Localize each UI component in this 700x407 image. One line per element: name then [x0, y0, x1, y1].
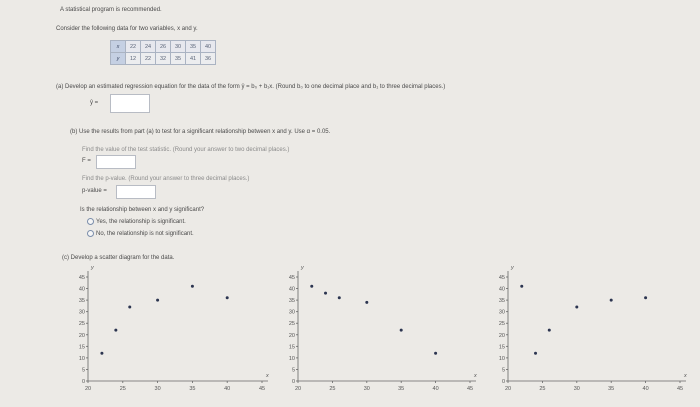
- page-title: A statistical program is recommended.: [60, 7, 162, 13]
- y-cell: 22: [141, 53, 156, 65]
- pvalue-input[interactable]: [116, 185, 156, 199]
- y-tick-label: 0: [501, 379, 505, 385]
- y-tick-label: 20: [498, 332, 505, 339]
- data-point: [156, 299, 159, 302]
- y-tick-label: 10: [288, 355, 295, 362]
- y-tick-label: 15: [288, 344, 295, 351]
- y-axis-label: y: [91, 265, 94, 271]
- intro-text: Consider the following data for two variables, x and y.: [56, 26, 198, 32]
- data-point: [365, 301, 368, 304]
- y-axis-label: y: [301, 265, 304, 271]
- pvalue-label: p-value =: [82, 188, 107, 194]
- radio-yes[interactable]: [87, 218, 94, 225]
- x-tick-label: 45: [258, 386, 266, 392]
- x-tick-label: 25: [329, 386, 336, 392]
- x-cell: 35: [186, 41, 201, 53]
- data-table: [110, 40, 216, 65]
- y-tick-label: 10: [78, 355, 85, 362]
- y-tick-label: 20: [78, 332, 85, 339]
- significance-question: Is the relationship between x and y significant?: [80, 207, 205, 213]
- data-point: [128, 306, 131, 309]
- y-axis-label: y: [511, 265, 514, 271]
- y-tick-label: 20: [288, 332, 295, 339]
- scatter-chart-option-1[interactable]: [60, 262, 280, 402]
- x-tick-label: 40: [642, 386, 649, 392]
- x-tick-label: 20: [294, 386, 302, 392]
- data-point: [310, 285, 313, 288]
- x-tick-label: 35: [189, 386, 196, 392]
- data-point: [400, 329, 403, 332]
- x-tick-label: 45: [466, 386, 474, 392]
- x-tick-label: 25: [539, 386, 546, 392]
- data-point: [548, 329, 551, 332]
- y-tick-label: 10: [498, 355, 505, 362]
- y-cell: 12: [126, 53, 141, 65]
- scatter-chart-option-2[interactable]: [272, 262, 492, 402]
- y-tick-label: 30: [498, 309, 505, 316]
- test-stat-prompt: Find the value of the test statistic. (Round your answer to two decimal places.): [82, 147, 290, 153]
- y-tick-label: 5: [81, 367, 85, 374]
- data-point: [575, 306, 578, 309]
- y-tick-label: 25: [78, 321, 85, 328]
- y-tick-label: 35: [288, 298, 295, 305]
- regression-equation-input[interactable]: [110, 94, 150, 113]
- x-tick-label: 35: [608, 386, 615, 392]
- y-tick-label: 35: [498, 298, 505, 305]
- part-c-question: (c) Develop a scatter diagram for the data.: [62, 255, 175, 261]
- data-point: [191, 285, 194, 288]
- data-point: [324, 292, 327, 295]
- data-point: [226, 296, 229, 299]
- x-cell: 30: [171, 41, 186, 53]
- y-tick-label: 30: [288, 309, 295, 316]
- x-tick-label: 30: [154, 386, 161, 392]
- y-tick-label: 25: [288, 321, 295, 328]
- data-point: [114, 329, 117, 332]
- data-point: [338, 296, 341, 299]
- x-axis-label: x: [474, 373, 477, 379]
- f-label: F =: [82, 158, 91, 164]
- x-axis-label: x: [684, 373, 687, 379]
- x-cell: 40: [201, 41, 216, 53]
- y-tick-label: 15: [78, 344, 85, 351]
- x-tick-label: 30: [363, 386, 370, 392]
- y-tick-label: 0: [291, 379, 295, 385]
- y-tick-label: 40: [78, 286, 85, 293]
- x-cell: 24: [141, 41, 156, 53]
- data-point: [610, 299, 613, 302]
- y-cell: 35: [171, 53, 186, 65]
- y-tick-label: 5: [501, 367, 505, 374]
- data-point: [434, 352, 437, 355]
- scatter-chart-option-3[interactable]: [484, 262, 699, 402]
- y-tick-label: 40: [498, 286, 505, 293]
- yhat-label: ŷ =: [90, 100, 99, 106]
- pvalue-prompt: Find the p-value. (Round your answer to three decimal places.): [82, 176, 250, 182]
- y-tick-label: 5: [291, 367, 295, 374]
- y-tick-label: 45: [498, 275, 505, 281]
- x-tick-label: 20: [84, 386, 92, 392]
- x-tick-label: 35: [398, 386, 405, 392]
- x-tick-label: 25: [119, 386, 126, 392]
- part-a-question: (a) Develop an estimated regression equation for the data of the form ŷ = b₀ + b₁x. (Round b₀ to one decimal place and b₁ to three decimal places.): [56, 84, 446, 90]
- y-cell: 36: [201, 53, 216, 65]
- y-tick-label: 35: [78, 298, 85, 305]
- data-point: [520, 285, 523, 288]
- x-axis-label: x: [266, 373, 269, 379]
- option-no-label: No, the relationship is not significant.: [96, 231, 194, 237]
- data-point: [644, 296, 647, 299]
- radio-no[interactable]: [87, 230, 94, 237]
- x-cell: 26: [156, 41, 171, 53]
- y-tick-label: 25: [498, 321, 505, 328]
- option-yes-label: Yes, the relationship is significant.: [96, 219, 186, 225]
- data-point: [534, 352, 537, 355]
- y-tick-label: 45: [78, 275, 85, 281]
- x-cell: 22: [126, 41, 141, 53]
- f-statistic-input[interactable]: [96, 155, 136, 169]
- x-header: x: [111, 41, 126, 53]
- x-tick-label: 40: [224, 386, 231, 392]
- x-tick-label: 30: [573, 386, 580, 392]
- x-tick-label: 20: [504, 386, 512, 392]
- y-cell: 41: [186, 53, 201, 65]
- y-tick-label: 40: [288, 286, 295, 293]
- y-tick-label: 30: [78, 309, 85, 316]
- y-cell: 32: [156, 53, 171, 65]
- x-tick-label: 45: [676, 386, 684, 392]
- y-header: y: [111, 53, 126, 65]
- y-tick-label: 15: [498, 344, 505, 351]
- x-tick-label: 40: [432, 386, 439, 392]
- part-b-question: (b) Use the results from part (a) to test for a significant relationship between x and y. Use α = 0.05.: [70, 129, 331, 135]
- data-point: [100, 352, 103, 355]
- y-tick-label: 0: [81, 379, 85, 385]
- y-tick-label: 45: [288, 275, 295, 281]
